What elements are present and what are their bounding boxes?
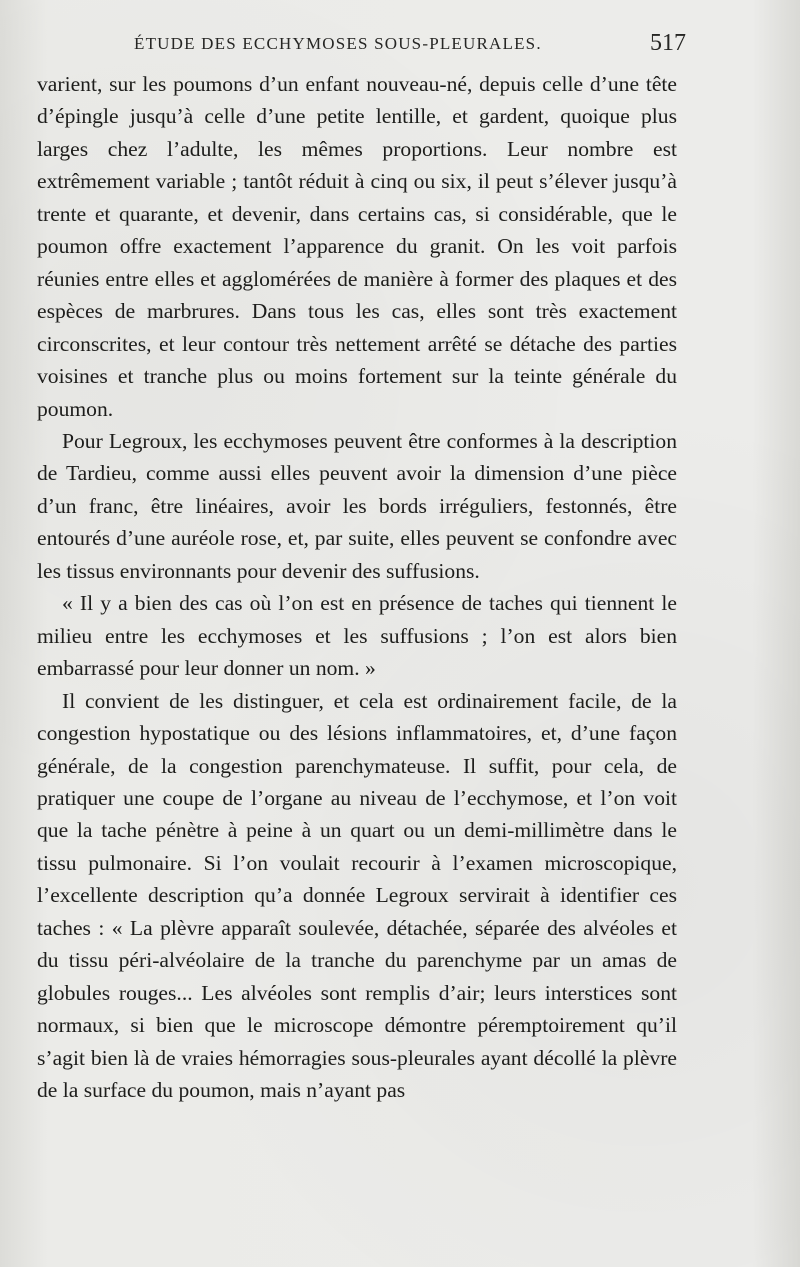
paragraph: « Il y a bien des cas où l’on est en présence de taches qui tiennent le milieu entre les ecchymoses et les suffusions ; l’on est alors bien embarrassé pour leur donner un nom. »: [37, 591, 677, 681]
body-text: [37, 68, 677, 1107]
paragraph: Pour Legroux, les ecchymoses peuvent être conformes à la description de Tardieu, comme aussi elles peuvent avoir la dimension d’une pièce d’un franc, être linéaires, avoir les bords irréguliers, festonnés, être entourés d’une auréole rose, et, par suite, elles peuvent se confondre avec les tissus environnants pour devenir des suffusions.: [37, 428, 677, 583]
running-head: [36, 30, 686, 58]
paragraph: varient, sur les poumons d’un enfant nouveau-né, depuis celle d’une tête d’épingle jusqu’à celle d’une petite lentille, et gardent, quoique plus larges chez l’adulte, les mêmes proportions. Leur nombre est extrêmement variable ; tantôt réduit à cinq ou six, il peut s’élever jusqu’à trente et quarante, et devenir, dans certains cas, si considérable, que le poumon offre exactement l’apparence du granit. On les voit parfois réunies entre elles et agglomérées de manière à former des plaques et des espèces de marbrures. Dans tous les cas, elles sont très exactement circonscrites, et leur contour très nettement arrêté se détache des parties voisines et tranche plus ou moins fortement sur la teinte générale du poumon.: [37, 72, 677, 421]
paragraph: Il convient de les distinguer, et cela est ordinairement facile, de la congestion hypostatique ou des lésions inflammatoires, et, d’une façon générale, de la congestion parenchymateuse. Il suffit, pour cela, de pratiquer une coupe de l’organe au niveau de l’ecchymose, et l’on voit que la tache pénètre à peine à un quart ou un demi-millimètre dans le tissu pulmonaire. Si l’on voulait recourir à l’examen microscopique, l’excellente description qu’a donnée Legroux servirait à identifier ces taches : « La plèvre apparaît soulevée, détachée, séparée des alvéoles et du tissu péri-alvéolaire de la tranche du parenchyme par un amas de globules rouges... Les alvéoles sont remplis d’air; leurs interstices sont normaux, si bien que le microscope démontre péremptoirement qu’il s’agit bien là de vraies hémorragies sous-pleurales ayant décollé la plèvre de la surface du poumon, mais n’ayant pas: [37, 688, 677, 1103]
running-title: ÉTUDE DES ECCHYMOSES SOUS-PLEURALES.: [134, 34, 542, 53]
page-number: 517: [650, 30, 686, 56]
